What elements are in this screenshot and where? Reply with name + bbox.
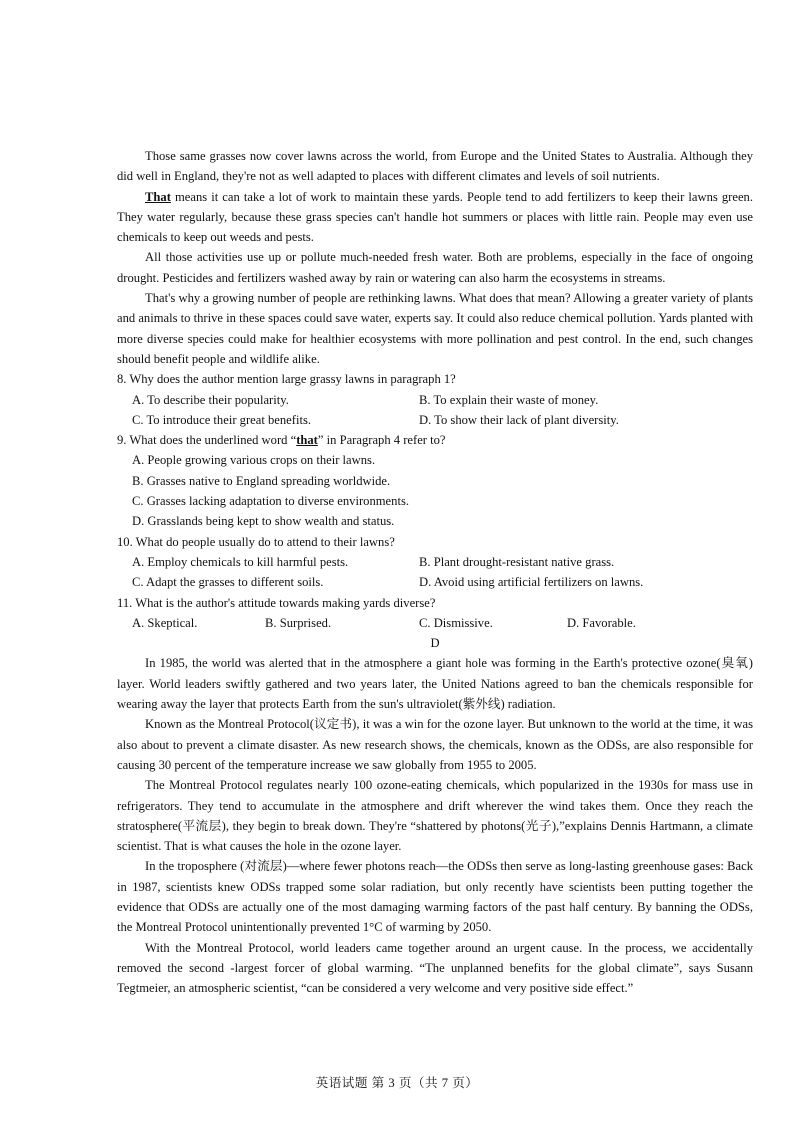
passage-c-paragraph-2 (117, 187, 753, 248)
passage-d-paragraph-4: In the troposphere (对流层)—where fewer photons reach—the ODSs then serve as long-lasting greenhouse gases: Back in 1987, scientists knew ODSs trapped some solar radiation, but only recently have scientists been putting together the evidence that ODSs are actually one of the most damaging warming factors of the past half century. By banning the ODSs, the Montreal Protocol unintentionally prevented 1°C of warming by 2050. (117, 859, 753, 935)
question-9-options (117, 450, 753, 531)
question-8-options (117, 390, 753, 431)
question-10-stem: 10. What do people usually do to attend to their lawns? (117, 534, 395, 549)
question-11-option-c: C. Dismissive. (419, 615, 493, 630)
question-8-option-d: D. To show their lack of plant diversity. (419, 412, 619, 427)
question-9-option-d: D. Grasslands being kept to show wealth and status. (132, 514, 395, 529)
question-9-stem-before: 9. What does the underlined word “ (117, 433, 297, 448)
question-9-option-b: B. Grasses native to England spreading worldwide. (132, 473, 391, 488)
question-11-option-b: B. Surprised. (265, 615, 332, 630)
passage-c-paragraph-1: Those same grasses now cover lawns across the world, from Europe and the United States to Australia. Although they did well in England, they're not as well adapted to places with different climates and levels of soil nutrients. (117, 149, 753, 184)
passage-d-paragraph-3: The Montreal Protocol regulates nearly 100 ozone-eating chemicals, which popularized in the 1930s for mass use in refrigerators. They tend to accumulate in the atmosphere and drift wherever the wind takes them. Once they reach the stratosphere(平流层), they begin to break down. They're “shattered by photons(光子),”explains Dennis Hartmann, a climate scientist. That is what causes the hole in the ozone layer. (117, 778, 753, 854)
passage-c-paragraph-2-text: means it can take a lot of work to maintain these yards. People tend to add fertilizers to keep their lawns green. They water regularly, because these grass species can't handle hot summers or places with little rain. People may even use chemicals to keep out weeds and pests. (117, 189, 753, 245)
question-8-option-a: A. To describe their popularity. (132, 392, 289, 407)
passage-c-paragraph-4: That's why a growing number of people are rethinking lawns. What does that mean? Allowing a greater variety of plants and animals to thrive in these spaces could save water, experts say. It could also reduce chemical pollution. Yards planted with more diverse species could make for healthier ecosystems with more pollination and pest control. In the end, such changes should benefit people and wildlife alike. (117, 291, 753, 366)
question-11 (117, 593, 753, 634)
question-10-options (117, 552, 753, 593)
question-11-options (117, 613, 753, 633)
question-9 (117, 430, 753, 531)
question-11-option-a: A. Skeptical. (132, 615, 198, 630)
question-9-stem-after: ” in Paragraph 4 refer to? (317, 433, 446, 448)
question-8-stem: 8. Why does the author mention large grassy lawns in paragraph 1? (117, 372, 456, 387)
question-11-option-d: D. Favorable. (567, 615, 636, 630)
page-footer: 英语试题 第 3 页（共 7 页） (315, 1076, 479, 1090)
question-8-option-c: C. To introduce their great benefits. (132, 412, 311, 427)
passage-d-paragraph-2: Known as the Montreal Protocol(议定书), it was a win for the ozone layer. But unknown to the world at the time, it was also about to prevent a climate disaster. As new research shows, the chemicals, known as the ODSs, are also responsible for causing 30 percent of the temperature increase we saw globally from 1955 to 2005. (117, 717, 753, 772)
question-9-underlined-word: that (296, 433, 318, 448)
question-11-stem: 11. What is the author's attitude towards making yards diverse? (117, 595, 436, 610)
exam-page-content (117, 146, 753, 998)
question-9-option-a: A. People growing various crops on their lawns. (132, 453, 376, 468)
question-8 (117, 369, 753, 430)
question-10 (117, 532, 753, 593)
question-10-option-a: A. Employ chemicals to kill harmful pests. (132, 554, 349, 569)
passage-d-paragraph-1: In 1985, the world was alerted that in the atmosphere a giant hole was forming in the Earth's protective ozone(臭氧) layer. World leaders swiftly gathered and two years later, the United Nations agreed to ban the chemicals responsible for wearing away the layer that protects Earth from the sun's ultraviolet(紫外线) radiation. (117, 656, 753, 712)
underlined-word-that: That (145, 189, 171, 204)
passage-d-paragraph-5: With the Montreal Protocol, world leaders came together around an urgent cause. In the process, we accidentally removed the second -largest forcer of global warming. “The unplanned benefits for the global climate”, says Susann Tegtmeier, an atmospheric scientist, “can be considered a very welcome and very positive side effect.” (117, 940, 753, 996)
question-10-option-b: B. Plant drought-resistant native grass. (419, 554, 615, 569)
question-10-option-c: C. Adapt the grasses to different soils. (132, 575, 324, 590)
passage-d-heading: D (430, 636, 440, 651)
question-8-option-b: B. To explain their waste of money. (419, 392, 599, 407)
question-10-option-d: D. Avoid using artificial fertilizers on lawns. (419, 575, 644, 590)
question-9-stem (117, 430, 753, 450)
question-9-option-c: C. Grasses lacking adaptation to diverse environments. (132, 494, 409, 509)
passage-c-paragraph-3: All those activities use up or pollute much-needed fresh water. Both are problems, especially in the face of ongoing drought. Pesticides and fertilizers washed away by rain or watering can also harm the ecosystems in streams. (117, 250, 753, 285)
